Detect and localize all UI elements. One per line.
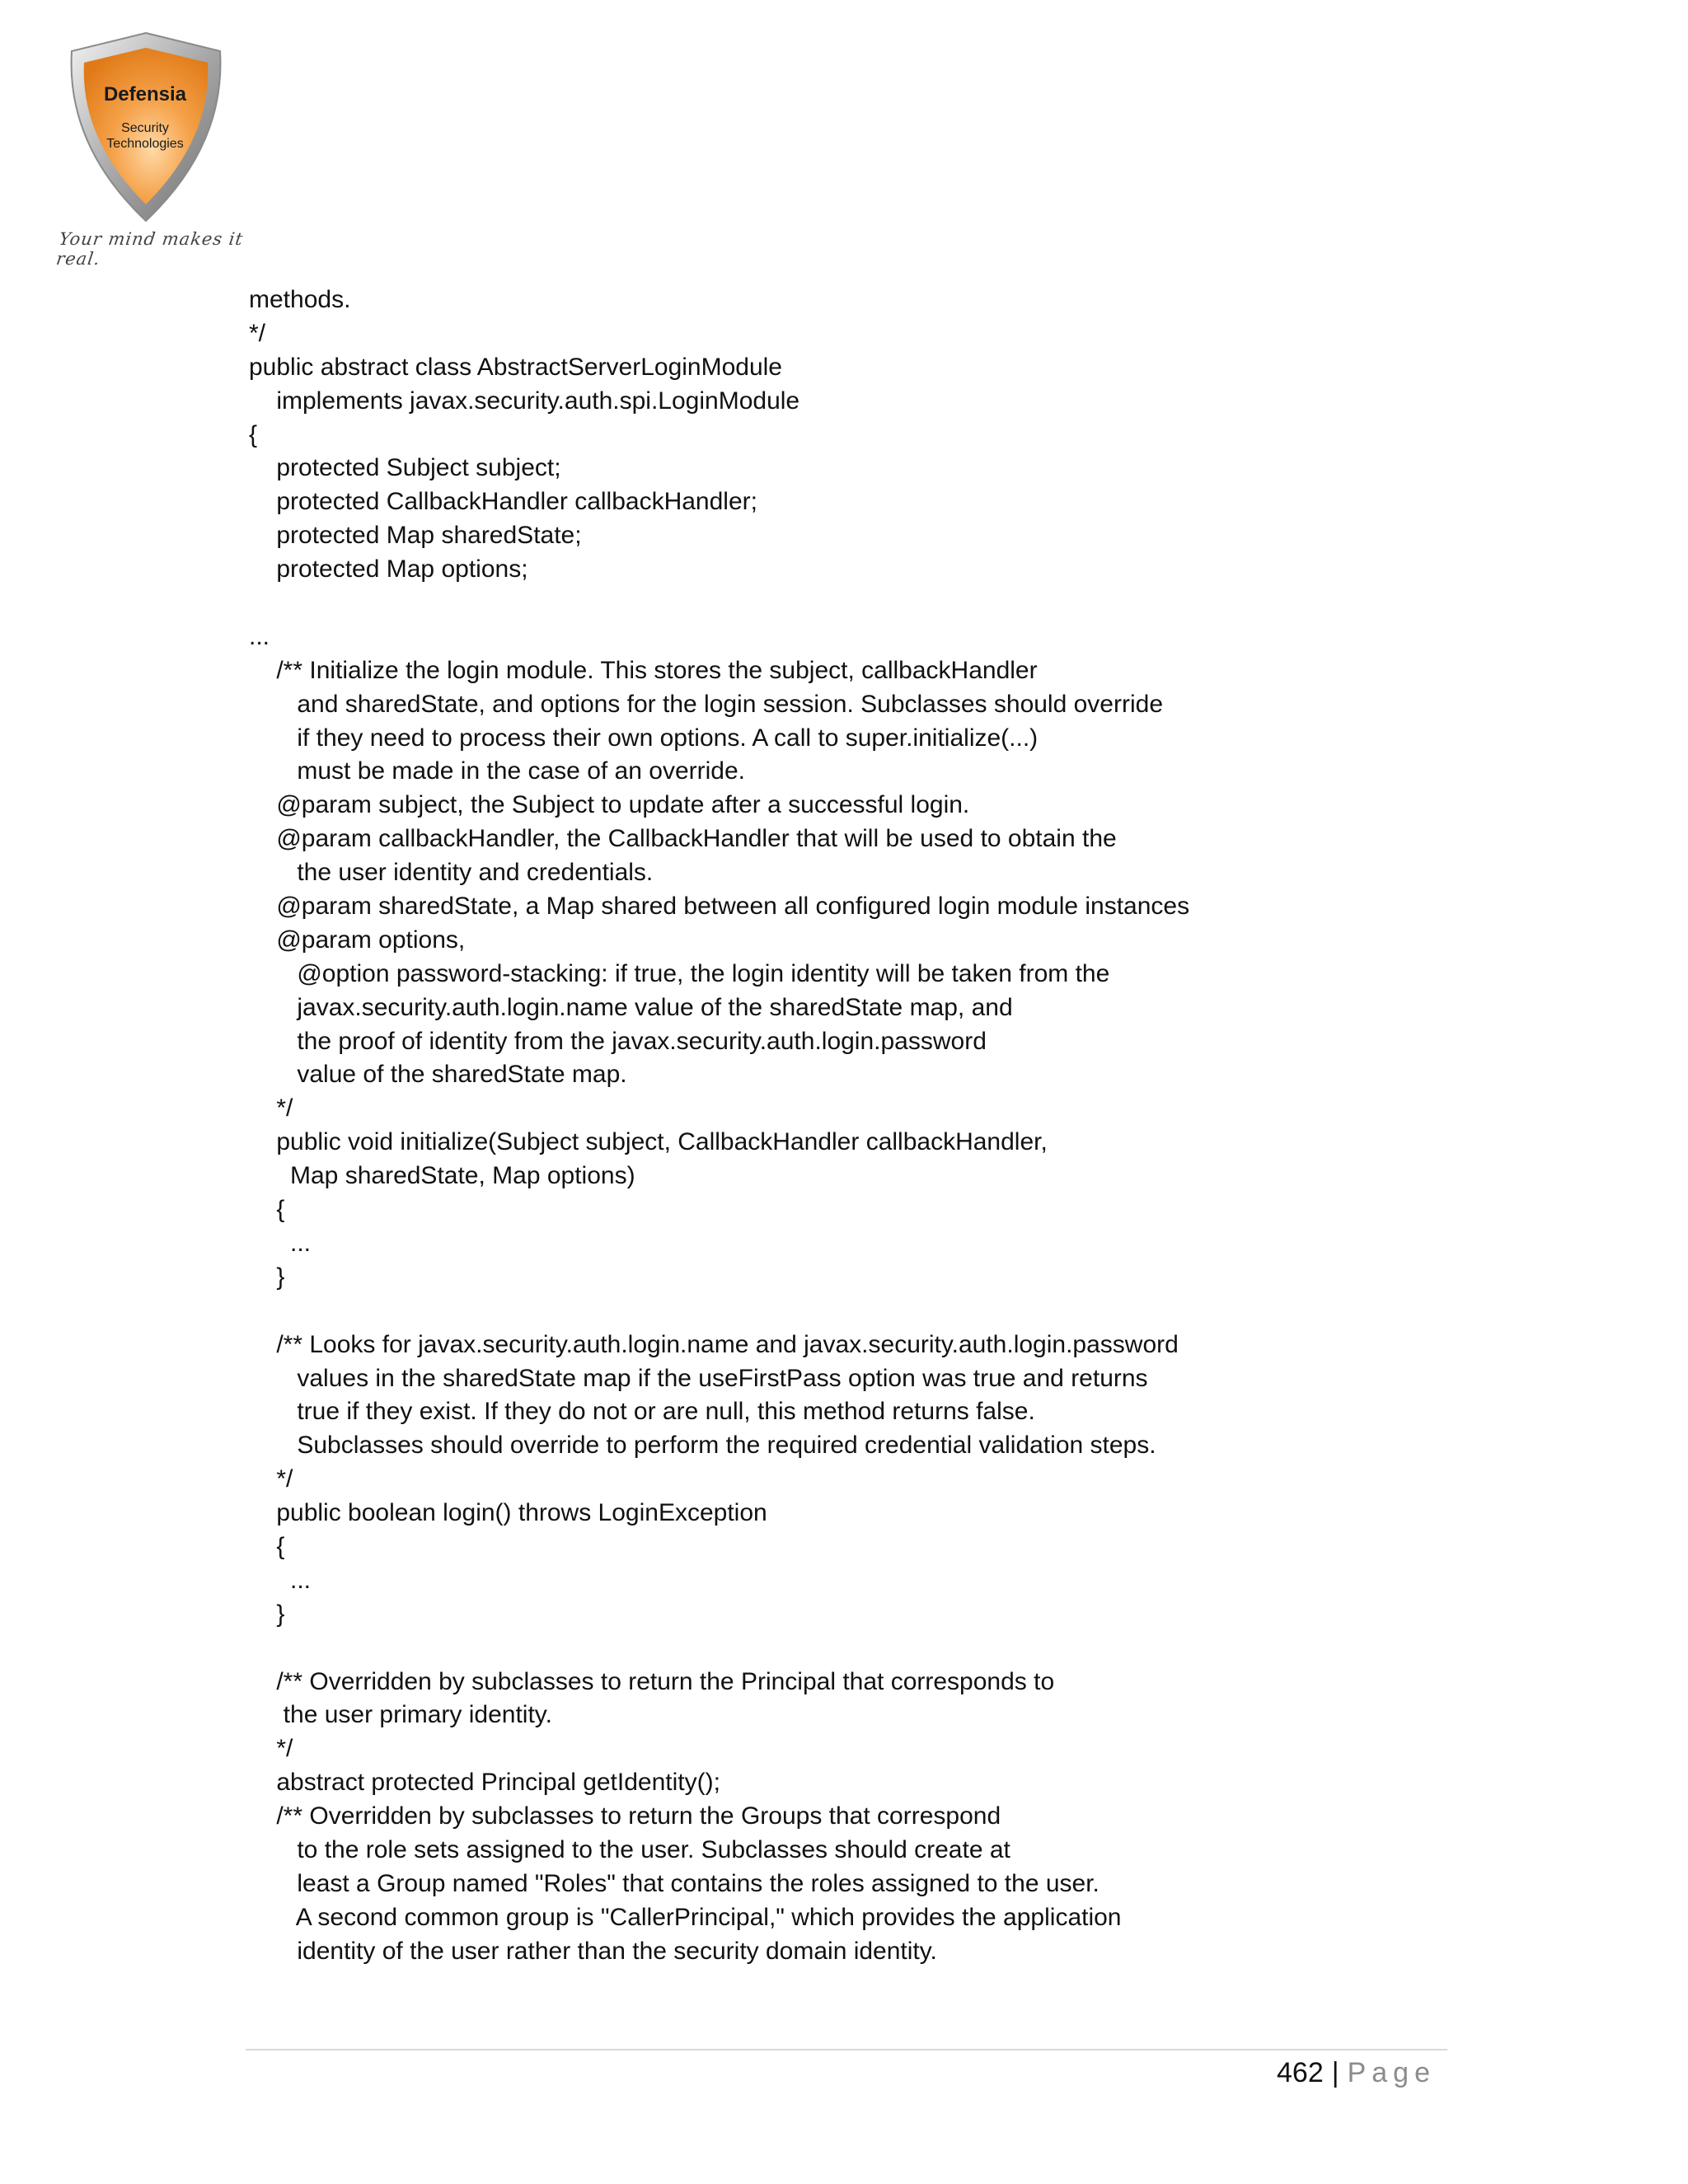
code-line: }	[249, 1263, 285, 1291]
shield-icon	[51, 30, 241, 227]
code-line: the user identity and credentials.	[249, 859, 654, 887]
code-line: A second common group is "CallerPrincipal," which provides the application	[249, 1903, 1122, 1931]
code-line: }	[249, 1600, 285, 1628]
page-label: Page	[1347, 2057, 1436, 2088]
logo-brand: Defensia	[103, 83, 187, 105]
logo-tagline: Your mind makes it real.	[54, 229, 245, 269]
code-line: @param sharedState, a Map shared between all configured login module instances	[249, 893, 1190, 921]
code-line: /** Initialize the login module. This stores the subject, callbackHandler	[249, 656, 1038, 684]
code-line: protected CallbackHandler callbackHandler;	[249, 488, 757, 516]
code-line: javax.security.auth.login.name value of the sharedState map, and	[249, 993, 1013, 1021]
code-line: identity of the user rather than the security domain identity.	[249, 1937, 937, 1965]
code-line: @option password-stacking: if true, the login identity will be taken from the	[249, 959, 1110, 987]
footer-divider	[246, 2049, 1447, 2050]
code-line: must be made in the case of an override.	[249, 757, 745, 785]
code-line	[249, 1632, 1650, 1666]
code-line: @param subject, the Subject to update after a successful login.	[249, 791, 970, 819]
code-line: ...	[249, 622, 270, 650]
footer-separator: |	[1331, 2057, 1339, 2088]
code-line: /** Overridden by subclasses to return the Groups that correspond	[249, 1802, 1001, 1830]
code-line: @param options,	[249, 926, 466, 954]
code-line: ...	[249, 1566, 312, 1594]
code-line: implements javax.security.auth.spi.LoginModule	[249, 387, 800, 415]
code-line: and sharedState, and options for the login session. Subclasses should override	[249, 690, 1164, 718]
page-footer	[1277, 2055, 1436, 2091]
code-line: public boolean login() throws LoginException	[249, 1499, 767, 1527]
code-line: protected Map sharedState;	[249, 522, 582, 550]
defensia-logo	[51, 30, 241, 260]
code-line: methods.	[249, 286, 351, 313]
code-line: the user primary identity.	[249, 1701, 552, 1729]
code-line	[249, 587, 1650, 621]
code-line: @param callbackHandler, the CallbackHandler that will be used to obtain the	[249, 825, 1117, 853]
code-line: Map sharedState, Map options)	[249, 1162, 635, 1190]
code-line: */	[249, 1465, 293, 1493]
code-line: {	[249, 1532, 285, 1560]
code-line: protected Subject subject;	[249, 454, 561, 482]
code-line: */	[249, 1735, 293, 1763]
code-line: the proof of identity from the javax.security.auth.login.password	[249, 1027, 987, 1055]
code-line: ...	[249, 1229, 312, 1257]
page-number: 462	[1277, 2057, 1324, 2088]
code-line: */	[249, 1094, 293, 1122]
code-line: if they need to process their own options. A call to super.initialize(...)	[249, 724, 1039, 752]
code-line: /** Looks for javax.security.auth.login.name and javax.security.auth.login.password	[249, 1330, 1179, 1358]
code-line: true if they exist. If they do not or are null, this method returns false.	[249, 1398, 1035, 1426]
code-line: {	[249, 420, 258, 448]
code-line: abstract protected Principal getIdentity();	[249, 1769, 720, 1797]
code-line: Subclasses should override to perform the required credential validation steps.	[249, 1432, 1156, 1460]
code-line: {	[249, 1196, 285, 1224]
code-line: protected Map options;	[249, 555, 528, 583]
code-line: to the role sets assigned to the user. Subclasses should create at	[249, 1835, 1010, 1863]
logo-line2: Technologies	[106, 137, 184, 151]
code-line: values in the sharedState map if the useFirstPass option was true and returns	[249, 1364, 1148, 1392]
code-listing	[249, 284, 1650, 1969]
code-line: */	[249, 319, 266, 347]
code-line: public void initialize(Subject subject, CallbackHandler callbackHandler,	[249, 1128, 1048, 1156]
code-line: /** Overridden by subclasses to return the Principal that corresponds to	[249, 1667, 1055, 1695]
code-line: value of the sharedState map.	[249, 1061, 627, 1089]
code-line: public abstract class AbstractServerLoginModule	[249, 353, 782, 381]
code-line: least a Group named "Roles" that contains the roles assigned to the user.	[249, 1869, 1100, 1897]
code-line	[249, 1295, 1650, 1329]
logo-line1: Security	[121, 121, 169, 135]
